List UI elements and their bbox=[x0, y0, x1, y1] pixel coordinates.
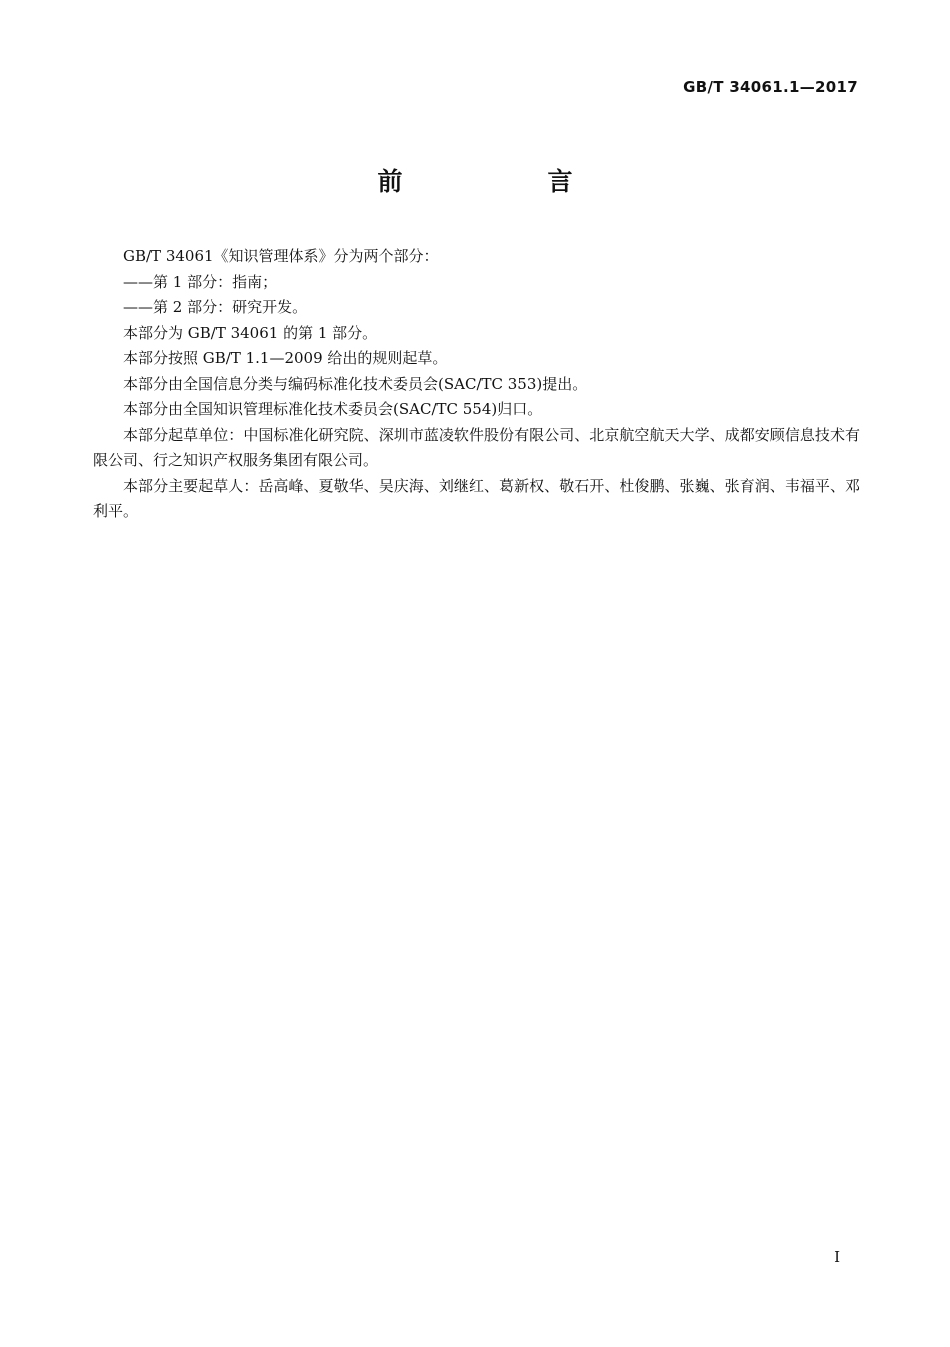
paragraph-part-2: ——第 2 部分：研究开发。 bbox=[123, 298, 308, 316]
section-title: 前 言 bbox=[377, 167, 633, 196]
paragraph-proposed-by: 本部分由全国信息分类与编码标准化技术委员会(SAC/TC 353)提出。 bbox=[123, 374, 588, 393]
paragraph-part-1: ——第 1 部分：指南； bbox=[123, 272, 278, 291]
paragraph-main-drafters: 本部分主要起草人：岳高峰、夏敬华、吴庆海、刘继红、葛新权、敬石开、杜俊鹏、张巍、张育润、韦福平、邓利平。 bbox=[93, 476, 860, 520]
paragraph-drafting-units: 本部分起草单位：中国标准化研究院、深圳市蓝凌软件股份有限公司、北京航空航天大学、成都安顾信息技术有限公司、行之知识产权服务集团有限公司。 bbox=[93, 425, 860, 469]
document-code: GB/T 34061.1—2017 bbox=[683, 78, 858, 96]
paragraph-drafting-rules: 本部分按照 GB/T 1.1—2009 给出的规则起草。 bbox=[123, 349, 448, 367]
paragraph-parts-intro: GB/T 34061《知识管理体系》分为两个部分： bbox=[123, 247, 439, 265]
page-number: I bbox=[834, 1248, 840, 1266]
paragraph-under-jurisdiction: 本部分由全国知识管理标准化技术委员会(SAC/TC 554)归口。 bbox=[123, 400, 543, 418]
foreword-body bbox=[93, 244, 860, 525]
paragraph-this-part: 本部分为 GB/T 34061 的第 1 部分。 bbox=[123, 323, 378, 342]
